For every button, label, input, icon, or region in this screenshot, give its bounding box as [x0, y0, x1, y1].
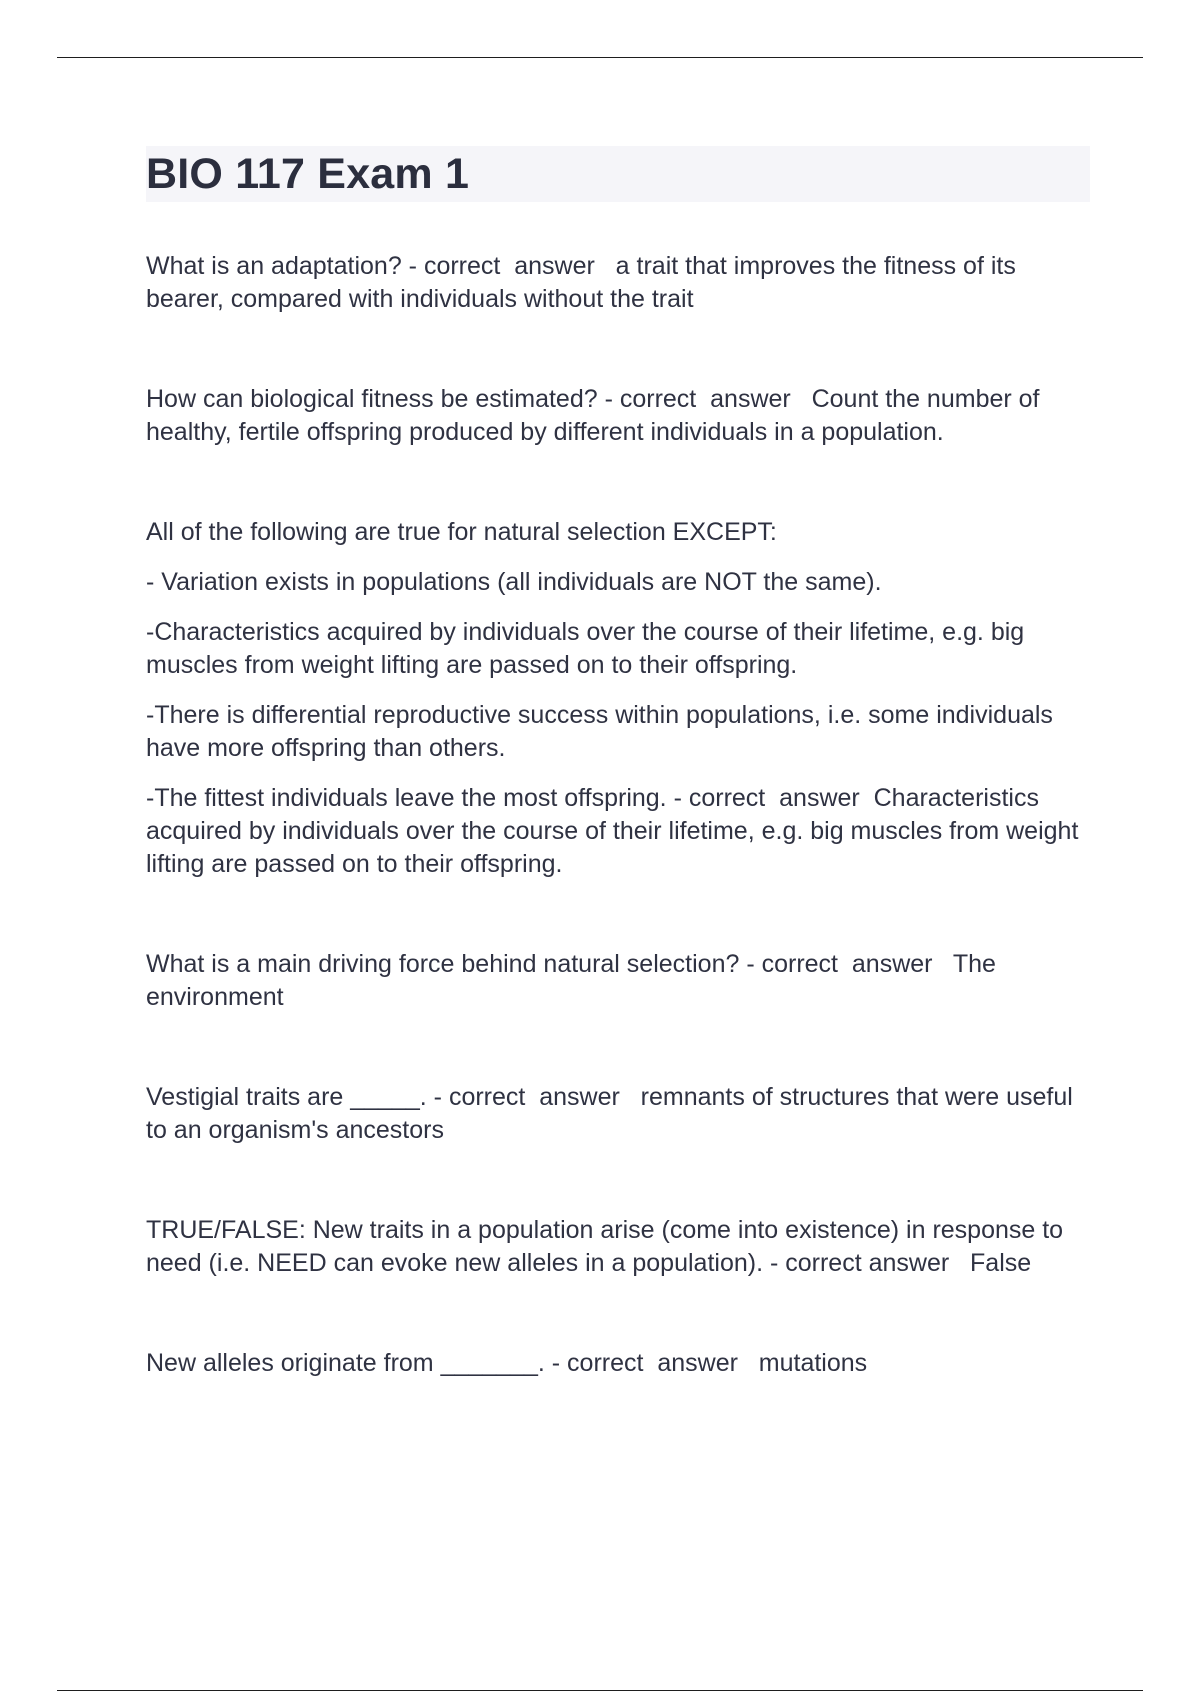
document-title: BIO 117 Exam 1 [146, 149, 470, 198]
qa-item-true-false [146, 1214, 1090, 1280]
qa-text: Vestigial traits are _____. - correct answer remnants of structures that were useful to an organism's ancestors [146, 1083, 1080, 1144]
qa-text: How can biological fitness be estimated? - correct answer Count the number of healthy, fertile offspring produced by different individuals in a population. [146, 385, 1047, 446]
qa-option: - Variation exists in populations (all individuals are NOT the same). [146, 568, 882, 596]
qa-text: What is an adaptation? - correct answer a trait that improves the fitness of its bearer, compared with individuals without the trait [146, 252, 1023, 313]
qa-question: All of the following are true for natural selection EXCEPT: [146, 518, 777, 546]
qa-text: What is a main driving force behind natural selection? - correct answer The environment [146, 950, 1003, 1011]
title-band [146, 146, 1090, 202]
qa-text: New alleles originate from _______. - correct answer mutations [146, 1349, 868, 1377]
qa-item-natural-selection-except [146, 516, 1090, 881]
qa-text: TRUE/FALSE: New traits in a population arise (come into existence) in response to need (i.e. NEED can evoke new alleles in a population). - correct answer False [146, 1216, 1071, 1277]
qa-item-driving-force [146, 948, 1090, 1014]
qa-option-with-answer: -The fittest individuals leave the most offspring. - correct answer Characteristics acquired by individuals over the course of their lifetime, e.g. big muscles from weight lifting are passed on to their offspring. [146, 784, 1086, 878]
document-body [146, 146, 1090, 1380]
bottom-rule [57, 1690, 1143, 1691]
qa-item-new-alleles [146, 1347, 1090, 1380]
qa-item-adaptation [146, 250, 1090, 316]
qa-option: -Characteristics acquired by individuals over the course of their lifetime, e.g. big muscles from weight lifting are passed on to their offspring. [146, 618, 1032, 679]
qa-item-vestigial-traits [146, 1081, 1090, 1147]
qa-option: -There is differential reproductive success within populations, i.e. some individuals have more offspring than others. [146, 701, 1060, 762]
top-rule [57, 57, 1143, 58]
qa-item-fitness [146, 383, 1090, 449]
